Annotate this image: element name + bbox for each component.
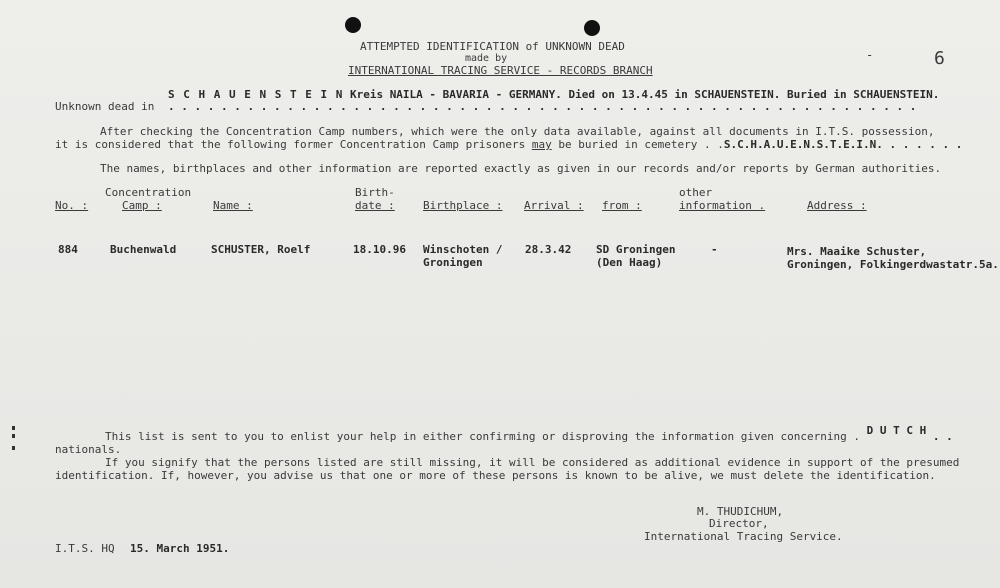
unknown-dead-label: Unknown dead in [55,100,155,113]
header-name: Name : [213,199,253,212]
header-birthplace: Birthplace : [423,199,503,212]
cell-birthdate: 18.10.96 [353,243,406,256]
margin-mark [12,426,15,430]
header-other: information . [679,199,766,212]
para1-line2-b: be buried in cemetery . . [558,138,724,151]
title-line-2: made by [465,53,508,64]
closing-line3: If you signify that the persons listed are still missing, it will be considered as additional evidence in support of the presumed [105,456,960,469]
header-other-top: other [679,186,713,199]
margin-mark [12,434,15,438]
closing-line4: identification. If, however, you advise us that one or more of these persons is known to be alive, we must delete the identification. [55,469,936,482]
header-camp-top: Concentration [105,186,192,199]
cell-name: SCHUSTER, Roelf [211,243,311,256]
title-line-1: ATTEMPTED IDENTIFICATION of UNKNOWN DEAD [360,40,625,53]
may-underlined: may [531,138,552,151]
header-from: from : [602,199,642,212]
closing-dots: . . [932,430,953,443]
cell-from-1: SD Groningen [596,243,676,256]
margin-mark [12,446,15,450]
document-title [360,40,625,53]
footer-its-hq: I.T.S. HQ [55,542,115,555]
closing-line1-text: This list is sent to you to enlist your help in either confirming or disproving the information given concerning . [105,430,860,443]
para1-line1: After checking the Concentration Camp numbers, which were the only data available, against all documents in I.T.S. possession, [100,125,935,138]
header-birth-top: Birth- [355,186,395,199]
cell-other: - [711,243,718,256]
dotted-line: . . . . . . . . . . . . . . . . . . . . . . . . . . . . . . . . . . . . . . . . . . . . . . . . . . . . . . . . . [168,100,917,113]
cell-no: 884 [58,243,78,256]
cell-camp: Buchenwald [110,243,177,256]
punch-hole-left [345,17,361,33]
header-address: Address : [807,199,867,212]
cell-arrival: 28.3.42 [525,243,572,256]
para1-line2-a: it is considered that the following former Concentration Camp prisoners [55,138,526,151]
cell-from-2: (Den Haag) [596,256,663,269]
punch-hole-right [584,20,600,36]
nationality: D U T C H [866,424,927,437]
cell-birthplace-2: Groningen [423,256,483,269]
corner-mark: - [866,48,874,62]
cell-address-1: Mrs. Maaike Schuster, [787,245,927,258]
para1-line2 [55,138,962,151]
header-camp: Camp : [122,199,162,212]
header-birthdate: date : [355,199,395,212]
header-arrival: Arrival : [524,199,584,212]
footer-date: 15. March 1951. [130,542,230,555]
signature-name: M. THUDICHUM, [697,505,784,518]
header-no: No. : [55,199,89,212]
page-number: 6 [934,48,945,69]
location-rest: Kreis NAILA - BAVARIA - GERMANY. Died on 13.4.45 in SCHAUENSTEIN. Buried in SCHAUENSTEIN. [349,88,940,101]
para1-dots: . . . . . . [889,138,963,151]
signature-title: Director, [709,517,769,530]
title-line-3: INTERNATIONAL TRACING SERVICE - RECORDS BRANCH [348,64,653,77]
location-spaced: S C H A U E N S T E I N [168,88,344,101]
cell-birthplace-1: Winschoten / [423,243,503,256]
cemetery-name: S.C.H.A.U.E.N.S.T.E.I.N. [723,138,883,151]
cell-address-2: Groningen, Folkingerdwastatr.5a. [787,258,999,271]
closing-line1 [105,424,953,443]
para2: The names, birthplaces and other information are reported exactly as given in our records and/or reports by German authorities. [100,162,942,175]
signature-org: International Tracing Service. [644,530,843,543]
closing-line2: nationals. [55,443,122,456]
